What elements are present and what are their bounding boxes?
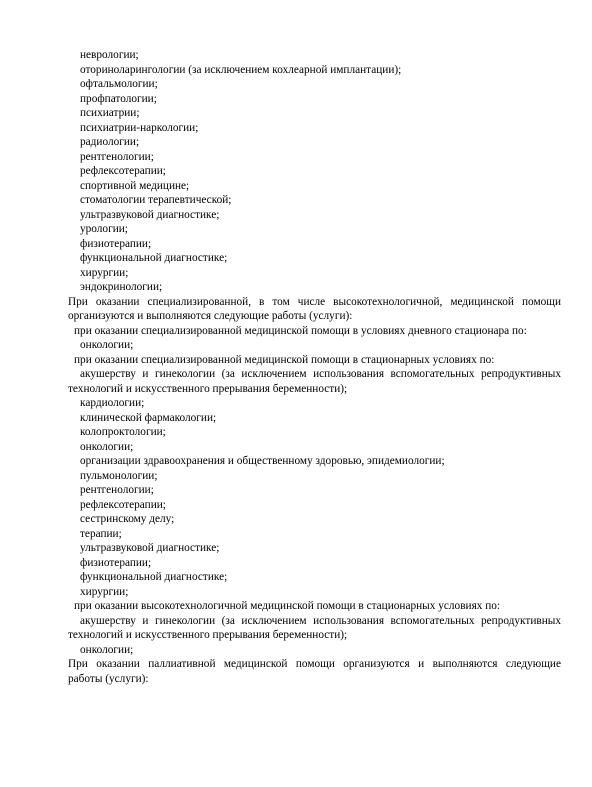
text-line: неврологии;	[80, 49, 139, 61]
text-line: работы (услуги):	[68, 672, 149, 685]
text-line: спортивной медицине;	[80, 179, 190, 192]
text-line: рентгенологии;	[80, 150, 154, 163]
text-line: колопроктологии;	[80, 426, 166, 438]
text-line: сестринскому делу;	[80, 513, 175, 525]
text-line: офтальмологии;	[80, 78, 158, 90]
subsection-inpatient: при оказании специализированной медицинской помощи в стационарных условиях по:	[74, 353, 495, 366]
text-line: профпатологии;	[80, 92, 157, 105]
text-line: рефлексотерапии;	[80, 165, 166, 177]
text-line: пульмонологии;	[80, 469, 158, 482]
document-page	[0, 48, 592, 686]
text-line: стоматологии терапевтической;	[80, 194, 232, 206]
paragraph-heading-specialized: При оказании специализированной, в том числе высокотехнологичной, медицинской помощи	[68, 295, 561, 308]
text-line: онкологии;	[80, 643, 134, 656]
text-line: хирургии;	[80, 585, 129, 598]
subsection-high-tech: при оказании высокотехнологичной медицинской помощи в стационарных условиях по:	[74, 600, 501, 612]
text-line: акушерству и гинекологии (за исключением использования вспомогательных репродуктивных	[80, 368, 561, 380]
text-line: рефлексотерапии;	[80, 498, 166, 511]
text-line: оториноларингологии (за исключением кохлеарной имплантации);	[80, 63, 402, 76]
text-line: акушерству и гинекологии (за исключением использования вспомогательных репродуктивных	[80, 614, 561, 627]
text-line: функциональной диагностике;	[80, 571, 228, 583]
text-line: психиатрии-наркологии;	[80, 121, 199, 134]
text-line: хирургии;	[80, 266, 129, 279]
text-line: организации здравоохранения и общественному здоровью, эпидемиологии;	[80, 455, 445, 467]
text-line: технологий и искусственного прерывания беременности);	[68, 629, 348, 641]
text-line: ультразвуковой диагностике;	[80, 208, 220, 221]
text-line: физиотерапии;	[80, 237, 152, 250]
text-line: эндокринологии;	[80, 281, 163, 293]
text-line: онкологии;	[80, 440, 134, 453]
paragraph-heading-palliative: При оказании паллиативной медицинской помощи организуются и выполняются следующие	[68, 658, 561, 670]
text-line: радиологии;	[80, 136, 140, 148]
text-line: организуются и выполняются следующие работы (услуги):	[68, 310, 353, 322]
text-line: психиатрии;	[80, 107, 140, 119]
text-line: урологии;	[80, 223, 128, 235]
text-line: клинической фармакологии;	[80, 411, 217, 424]
subsection-day-hospital: при оказании специализированной медицинской помощи в условиях дневного стационара по:	[74, 324, 527, 337]
text-line: технологий и искусственного прерывания беременности);	[68, 382, 348, 395]
text-line: онкологии;	[80, 339, 134, 351]
text-line: терапии;	[80, 527, 122, 540]
text-line: физиотерапии;	[80, 556, 152, 569]
text-line: рентгенологии;	[80, 484, 154, 496]
text-line: кардиологии;	[80, 397, 145, 409]
text-line: ультразвуковой диагностике;	[80, 542, 220, 554]
text-line: функциональной диагностике;	[80, 252, 228, 264]
